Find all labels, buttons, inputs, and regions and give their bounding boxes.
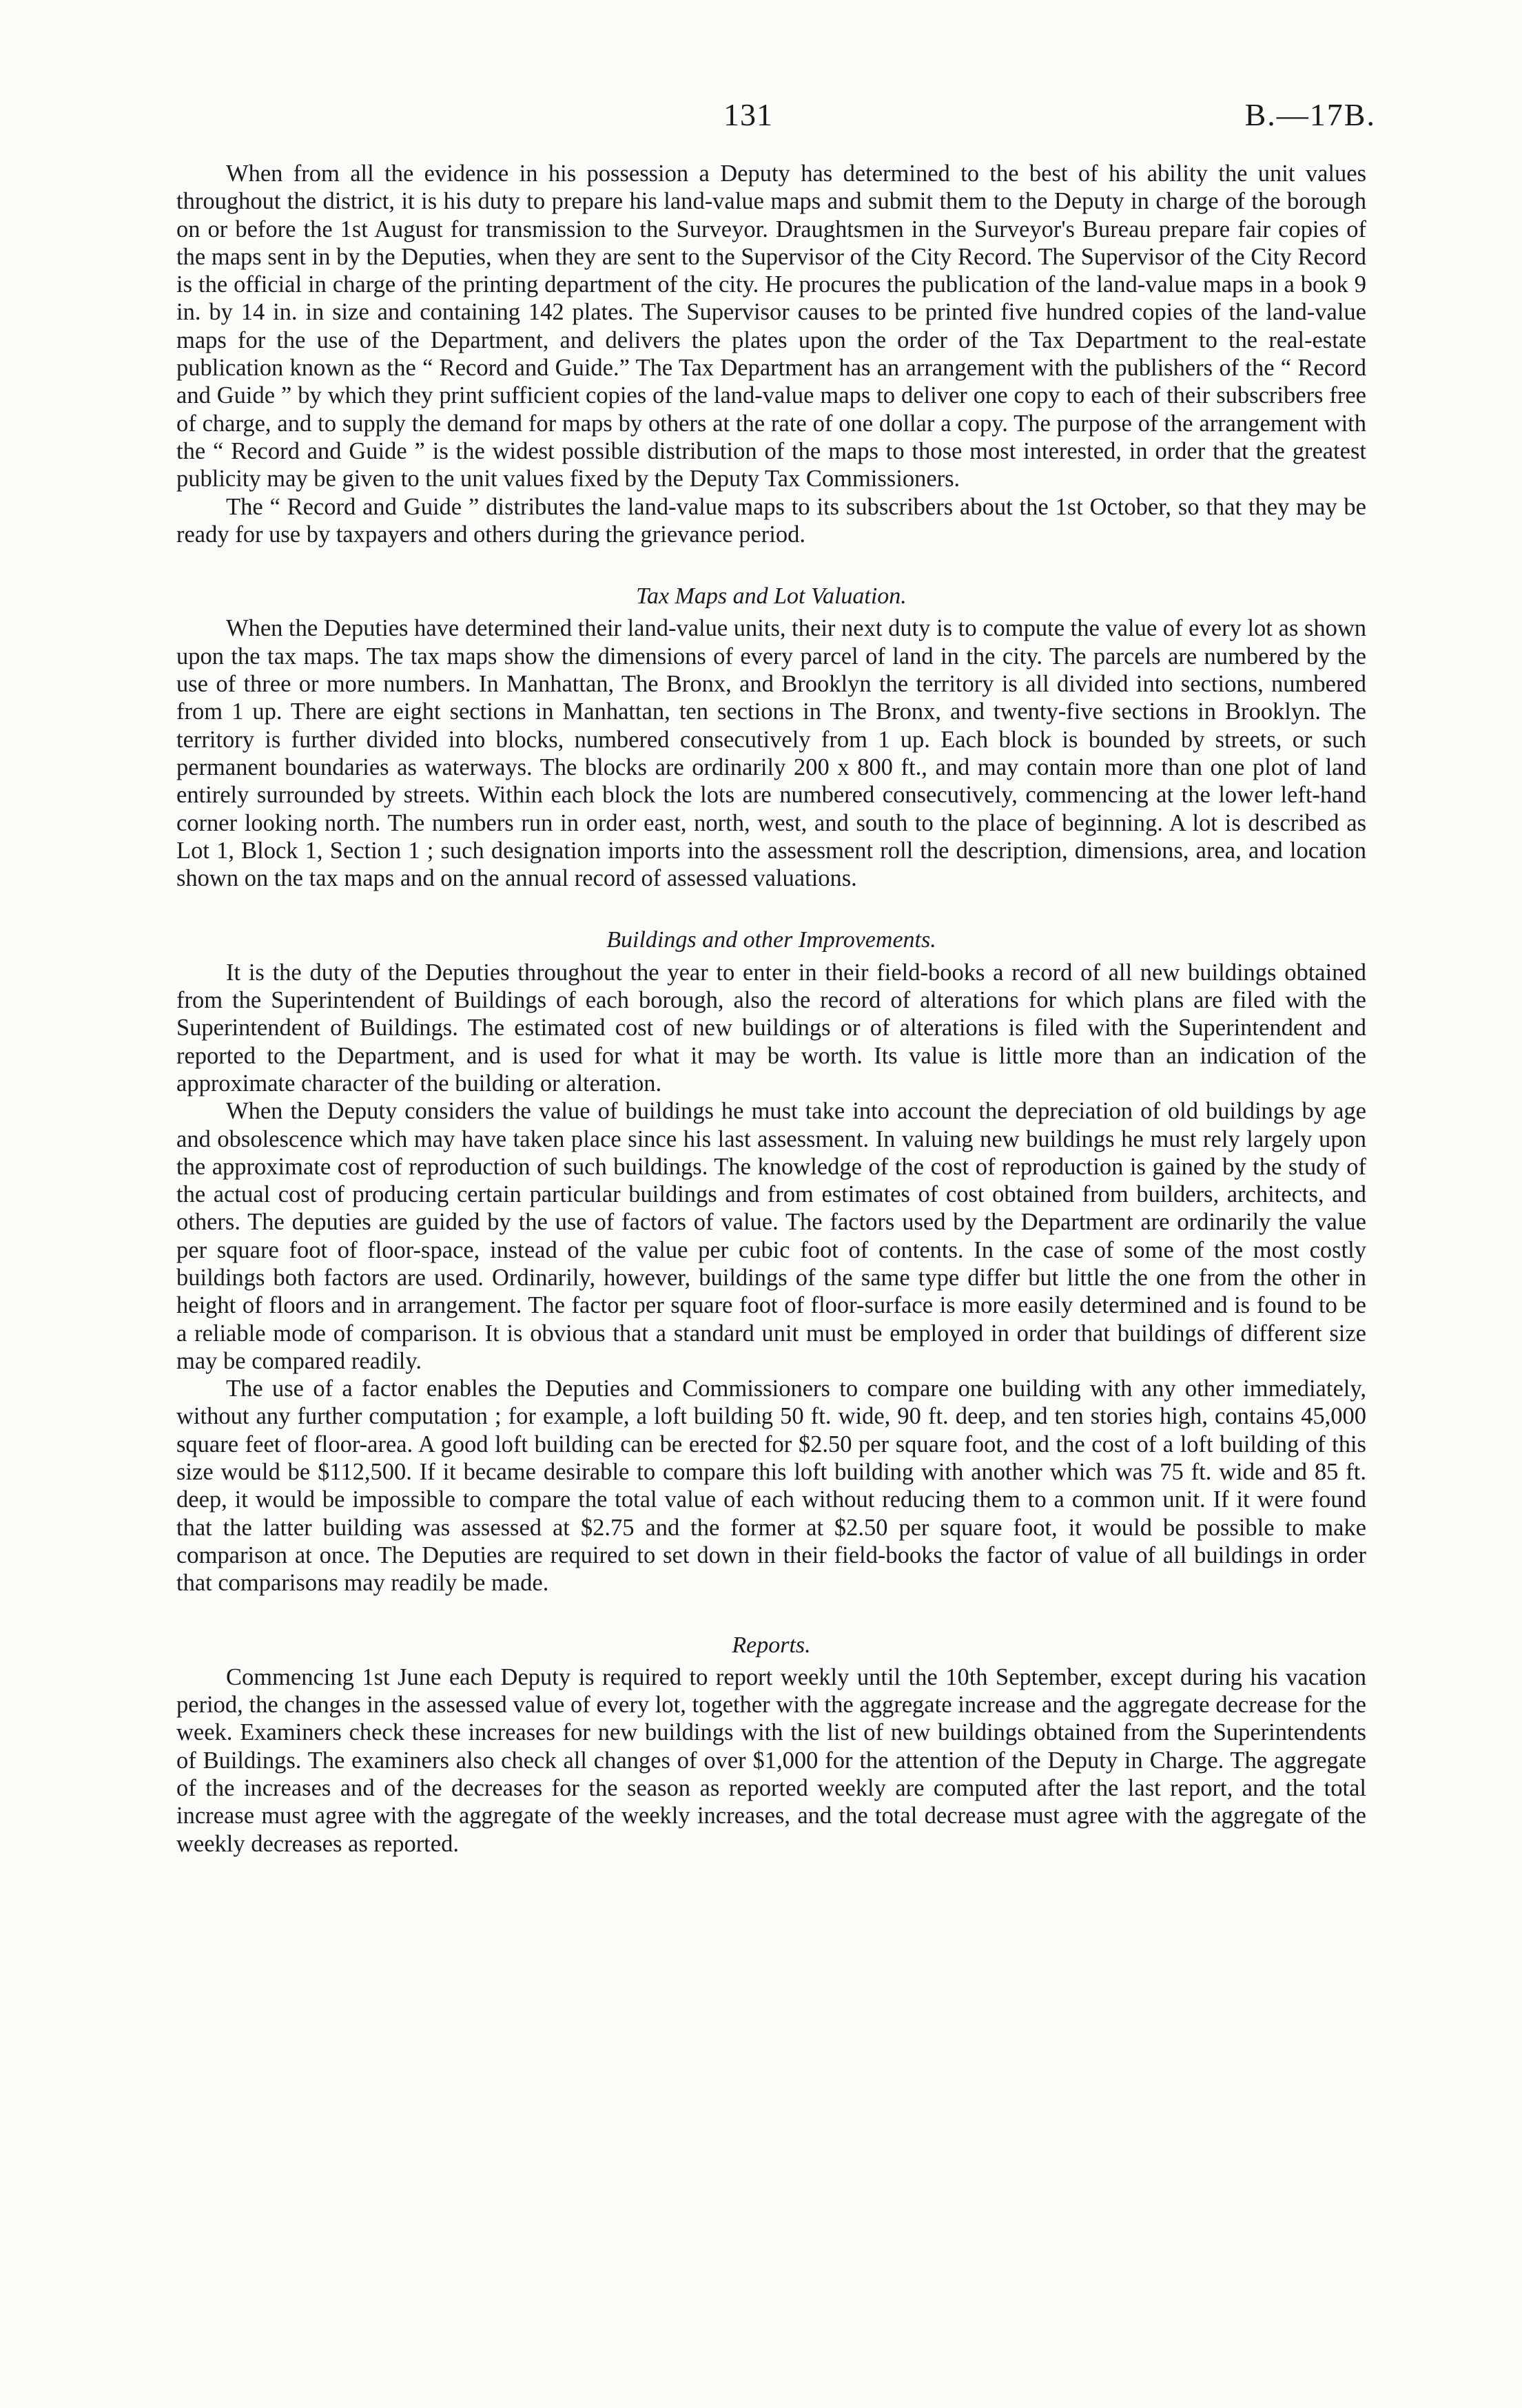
section-intro	[176, 160, 1366, 548]
paragraph: The “ Record and Guide ” distributes the land-value maps to its subscribers about the 1st October, so that they may be ready for use by taxpayers and others during the grievance period.	[176, 493, 1366, 548]
section-buildings	[176, 926, 1366, 1597]
section-reports	[176, 1632, 1366, 1858]
paragraph: Commencing 1st June each Deputy is required to report weekly until the 10th September, except during his vacation period, the changes in the assessed value of every lot, together with the aggregate increase and the aggregate decrease for the week. Examiners check these increases for new buildings with the list of new buildings obtained from the Superintendents of Buildings. The examiners also check all changes of over $1,000 for the attention of the Deputy in Charge. The aggregate of the increases and of the decreases for the season as reported weekly are computed after the last report, and the total increase must agree with the aggregate of the weekly increases, and the total decrease must agree with the aggregate of the weekly decreases as reported.	[176, 1663, 1366, 1857]
document-body	[176, 160, 1366, 1858]
section-heading: Buildings and other Improvements.	[606, 927, 936, 953]
page-number: 131	[723, 97, 773, 132]
paragraph: It is the duty of the Deputies throughout the year to enter in their field-books a record of all new buildings obtained from the Superintendent of Buildings of each borough, also the record of alterations for which plans are filed with the Superintendent of Buildings. The estimated cost of new buildings or of alterations is filed with the Superintendent and reported to the Department, and is used for what it may be worth. Its value is little more than an indication of the approximate character of the building or alteration.	[176, 959, 1366, 1097]
paragraph: The use of a factor enables the Deputies and Commissioners to compare one building with any other immediately, without any further computation ; for example, a loft building 50 ft. wide, 90 ft. deep, and ten stories high, contains 45,000 square feet of floor-area. A good loft building can be erected for $2.50 per square foot, and the cost of a loft building of this size would be $112,500. If it became desirable to compare this loft building with another which was 75 ft. wide and 85 ft. deep, it would be impossible to compare the total value of each without reducing them to a common unit. If it were found that the latter building was assessed at $2.75 and the former at $2.50 per square foot, it would be possible to make comparison at once. The Deputies are required to set down in their field-books the factor of value of all buildings in order that comparisons may readily be made.	[176, 1376, 1366, 1597]
section-heading: Reports.	[732, 1632, 811, 1658]
paragraph: When from all the evidence in his possession a Deputy has determined to the best of his ability the unit values throughout the district, it is his duty to prepare his land-value maps and submit them to the Deputy in charge of the borough on or before the 1st August for transmission to the Surveyor. Draughtsmen in the Surveyor's Bureau prepare fair copies of the maps sent in by the Deputies, when they are sent to the Supervisor of the City Record. The Supervisor of the City Record is the official in charge of the printing department of the city. He procures the publication of the land-value maps in a book 9 in. by 14 in. in size and containing 142 plates. The Supervisor causes to be printed five hundred copies of the land-value maps for the use of the Department, and delivers the plates upon the order of the Tax Department to the real-estate publication known as the “ Record and Guide.” The Tax Department has an arrangement with the publishers of the “ Record and Guide ” by which they print sufficient copies of the land-value maps to deliver one copy to each of their subscribers free of charge, and to supply the demand for maps by others at the rate of one dollar a copy. The purpose of the arrangement with the “ Record and Guide ” is the widest possible distribution of the maps to those most interested, in order that the greatest publicity may be given to the unit values fixed by the Deputy Tax Commissioners.	[176, 160, 1366, 492]
section-tax-maps	[176, 583, 1366, 892]
page-header	[0, 96, 1522, 138]
report-code: B.—17B.	[1244, 97, 1376, 132]
section-heading: Tax Maps and Lot Valuation.	[636, 583, 907, 610]
paragraph: When the Deputy considers the value of buildings he must take into account the depreciation of old buildings by age and obsolescence which may have taken place since his last assessment. In valuing new buildings he must rely largely upon the approximate cost of reproduction of such buildings. The knowledge of the cost of reproduction is gained by the study of the actual cost of producing certain particular buildings and from estimates of cost obtained from builders, architects, and others. The deputies are guided by the use of factors of value. The factors used by the Department are ordinarily the value per square foot of floor-space, instead of the value per cubic foot of contents. In the case of some of the most costly buildings both factors are used. Ordinarily, however, buildings of the same type differ but little the one from the other in height of floors and in arrangement. The factor per square foot of floor-surface is more easily determined and is found to be a reliable mode of comparison. It is obvious that a standard unit must be employed in order that buildings of different size may be compared readily.	[176, 1098, 1366, 1374]
paragraph: When the Deputies have determined their land-value units, their next duty is to compute the value of every lot as shown upon the tax maps. The tax maps show the dimensions of every parcel of land in the city. The parcels are numbered by the use of three or more numbers. In Manhattan, The Bronx, and Brooklyn the territory is all divided into sections, numbered from 1 up. There are eight sections in Manhattan, ten sections in The Bronx, and twenty-five sections in Brooklyn. The territory is further divided into blocks, numbered consecutively from 1 up. Each block is bounded by streets, or such permanent boundaries as waterways. The blocks are ordinarily 200 x 800 ft., and may contain more than one plot of land entirely surrounded by streets. Within each block the lots are numbered consecutively, commencing at the lower left-hand corner looking north. The numbers run in order east, north, west, and south to the place of beginning. A lot is described as Lot 1, Block 1, Section 1 ; such designation imports into the assessment roll the description, dimensions, area, and location shown on the tax maps and on the annual record of assessed valuations.	[176, 615, 1366, 892]
